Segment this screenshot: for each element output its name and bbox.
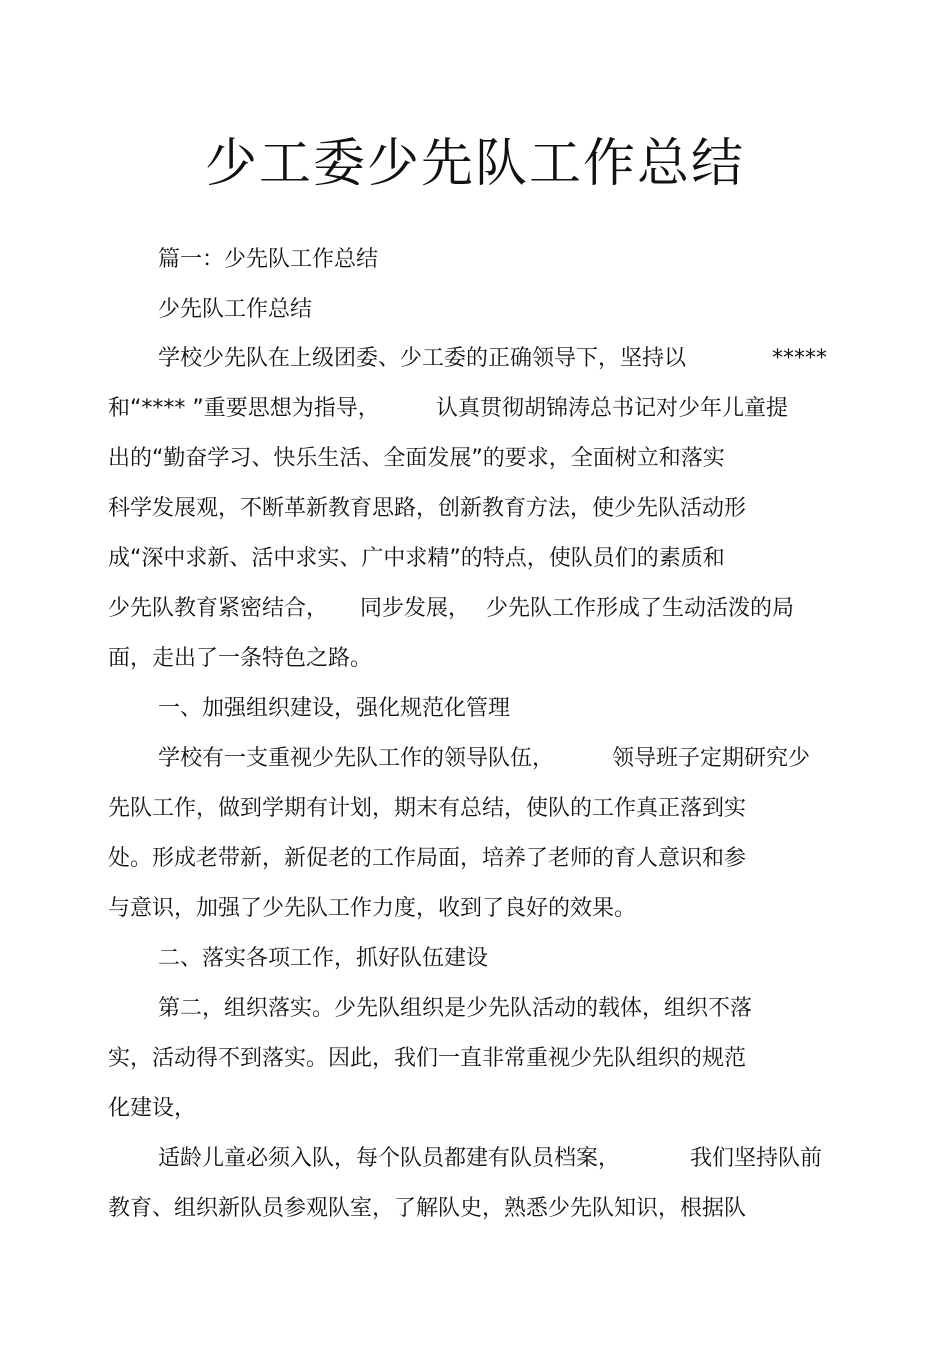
text-line: 成“深中求新、活中求实、广中求精”的特点，使队员们的素质和 (108, 546, 725, 571)
text-line: 第二，组织落实。少先队组织是少先队活动的载体，组织不落 (158, 996, 753, 1021)
text-line: 我们坚持队前 (690, 1146, 823, 1171)
text-line: 少先队教育紧密结合， (108, 596, 329, 621)
text-line: ***** (772, 346, 827, 371)
text-line: 出的“勤奋学习、快乐生活、全面发展”的要求，全面树立和落实 (108, 446, 725, 471)
text-line: 学校有一支重视少先队工作的领导队伍， (158, 746, 555, 771)
text-line: 化建设， (108, 1096, 197, 1121)
document-title: 少工委少先队工作总结 (204, 134, 745, 194)
text-line: 面，走出了一条特色之路。 (108, 646, 373, 671)
text-line: 科学发展观，不断革新教育思路，创新教育方法，使少先队活动形 (108, 496, 747, 521)
text-line: 认真贯彻胡锦涛总书记对少年儿童提 (436, 396, 789, 421)
text-line: 篇一：少先队工作总结 (158, 247, 379, 272)
text-line: 教育、组织新队员参观队室，了解队史，熟悉少先队知识，根据队 (108, 1196, 747, 1221)
text-line: 先队工作，做到学期有计划，期末有总结，使队的工作真正落到实 (108, 796, 747, 821)
text-line: 与意识，加强了少先队工作力度，收到了良好的效果。 (108, 896, 637, 921)
text-line: 和“**** ”重要思想为指导， (108, 396, 380, 421)
section-heading: 二、落实各项工作，抓好队伍建设 (158, 946, 489, 971)
text-line: 实，活动得不到落实。因此，我们一直非常重视少先队组织的规范 (108, 1046, 747, 1071)
text-line: 处。形成老带新，新促老的工作局面，培养了老师的育人意识和参 (108, 846, 747, 871)
text-line: 少先队工作形成了生动活泼的局 (486, 596, 795, 621)
text-line: 学校少先队在上级团委、少工委的正确领导下，坚持以 (158, 346, 687, 371)
text-line: 少先队工作总结 (158, 297, 313, 322)
text-line: 领导班子定期研究少 (612, 746, 811, 771)
text-line: 适龄儿童必须入队，每个队员都建有队员档案， (158, 1146, 621, 1171)
section-heading: 一、加强组织建设，强化规范化管理 (158, 696, 511, 721)
text-line: 同步发展， (360, 596, 471, 621)
